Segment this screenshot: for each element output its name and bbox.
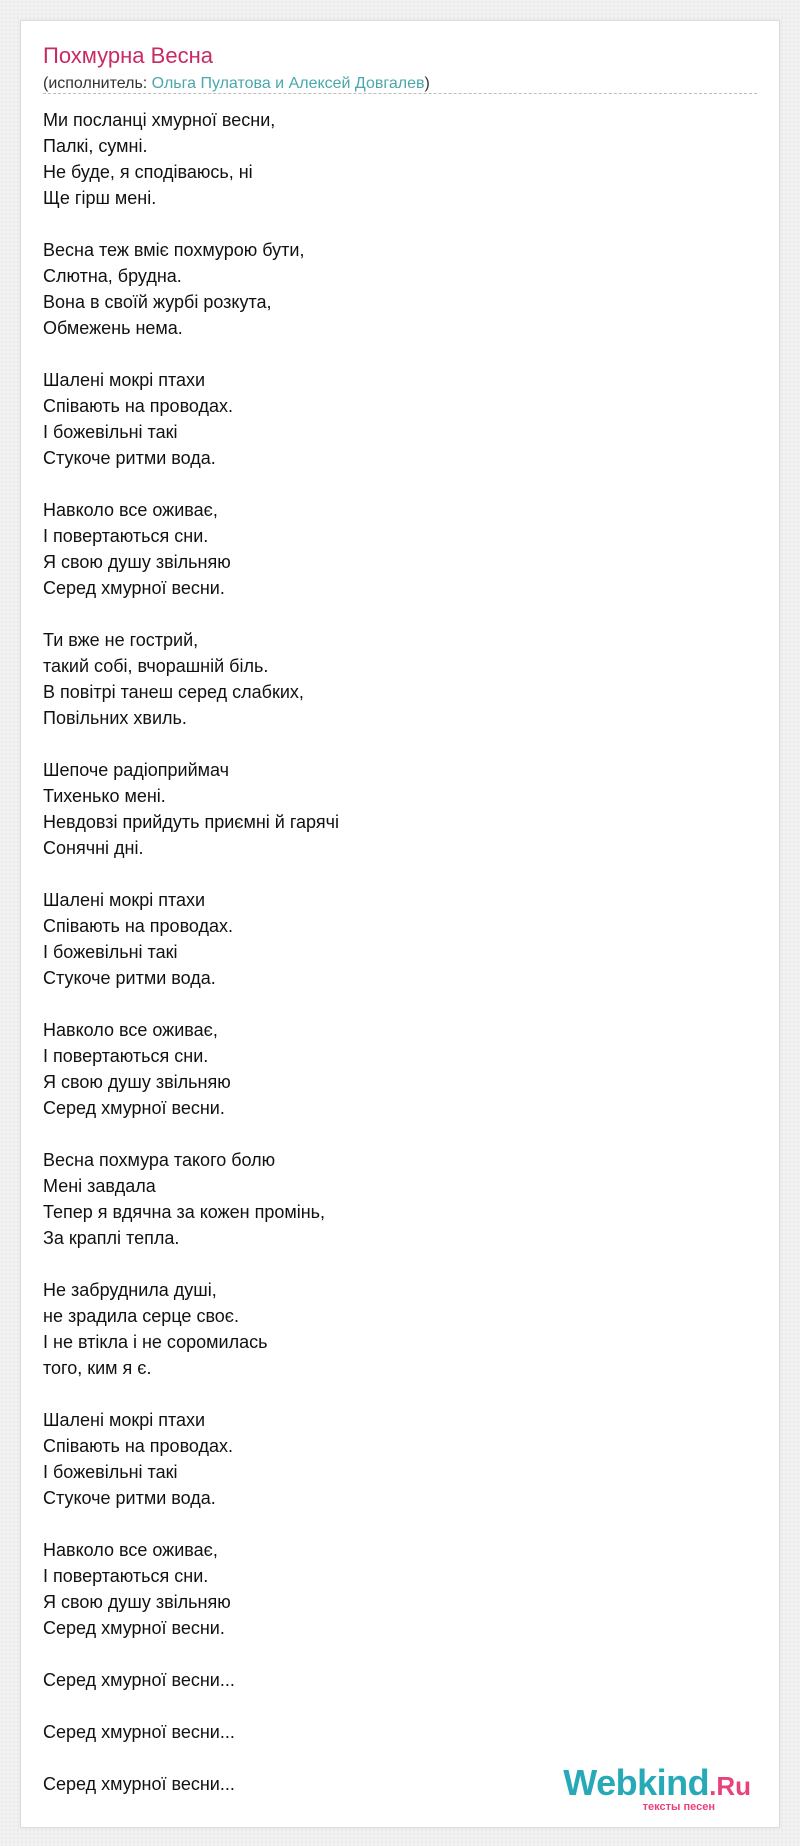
lyric-line: Слютна, брудна. bbox=[43, 266, 182, 286]
lyric-line: Навколо все оживає, bbox=[43, 1020, 218, 1040]
lyric-line: не зрадила серце своє. bbox=[43, 1306, 239, 1326]
lyric-line: Вона в своїй журбі розкута, bbox=[43, 292, 272, 312]
lyric-line: Шалені мокрі птахи bbox=[43, 1410, 206, 1430]
lyrics-stanza bbox=[43, 1719, 743, 1745]
lyrics-stanza bbox=[43, 1147, 743, 1251]
lyrics-stanza bbox=[43, 627, 743, 731]
lyric-line: Навколо все оживає, bbox=[43, 1540, 218, 1560]
lyrics-card bbox=[20, 20, 780, 1828]
lyric-line: Серед хмурної весни. bbox=[43, 1098, 225, 1118]
lyric-line: І божевільні такі bbox=[43, 942, 178, 962]
lyric-line: Не забруднила душі, bbox=[43, 1280, 217, 1300]
lyric-line: Я свою душу звільняю bbox=[43, 1592, 231, 1612]
lyric-line: І божевільні такі bbox=[43, 1462, 178, 1482]
lyric-line: Тихенько мені. bbox=[43, 786, 166, 806]
lyric-line: Я свою душу звільняю bbox=[43, 552, 231, 572]
lyric-line: того, ким я є. bbox=[43, 1358, 152, 1378]
lyric-line: Ти вже не гострий, bbox=[43, 630, 199, 650]
lyric-line: І повертаються сни. bbox=[43, 1046, 209, 1066]
song-title: Похмурна Весна bbox=[43, 43, 213, 68]
lyric-line: Шалені мокрі птахи bbox=[43, 370, 206, 390]
lyrics-stanza bbox=[43, 887, 743, 991]
header-divider bbox=[43, 93, 757, 94]
lyric-line: Не буде, я сподіваюсь, ні bbox=[43, 162, 253, 182]
lyrics-stanza bbox=[43, 107, 743, 211]
lyric-line: Я свою душу звільняю bbox=[43, 1072, 231, 1092]
logo-tagline: тексты песен bbox=[642, 1801, 715, 1813]
lyric-line: Серед хмурної весни... bbox=[43, 1670, 235, 1690]
lyric-line: Стукоче ритми вода. bbox=[43, 448, 216, 468]
lyrics-stanza bbox=[43, 497, 743, 601]
lyrics-stanza bbox=[43, 1277, 743, 1381]
lyric-line: Весна теж вміє похмурою бути, bbox=[43, 240, 305, 260]
lyrics-stanza bbox=[43, 757, 743, 861]
lyric-line: Невдовзі прийдуть приємні й гарячі bbox=[43, 812, 339, 832]
lyric-line: І божевільні такі bbox=[43, 422, 178, 442]
lyric-line: Серед хмурної весни... bbox=[43, 1722, 235, 1742]
lyrics-stanza bbox=[43, 1537, 743, 1641]
performer-prefix: (исполнитель: bbox=[43, 75, 152, 92]
lyric-line: Навколо все оживає, bbox=[43, 500, 218, 520]
performer-line bbox=[43, 74, 430, 93]
lyric-line: Повільних хвиль. bbox=[43, 708, 187, 728]
lyric-line: Обмежень нема. bbox=[43, 318, 183, 338]
lyric-line: Серед хмурної весни. bbox=[43, 578, 225, 598]
lyric-line: Шалені мокрі птахи bbox=[43, 890, 206, 910]
lyric-line: Серед хмурної весни... bbox=[43, 1774, 235, 1794]
lyric-line: І повертаються сни. bbox=[43, 1566, 209, 1586]
lyric-line: Ми посланці хмурної весни, bbox=[43, 110, 276, 130]
lyrics-stanza bbox=[43, 1407, 743, 1511]
lyrics-stanza bbox=[43, 367, 743, 471]
lyrics-stanza bbox=[43, 1017, 743, 1121]
lyric-line: Тепер я вдячна за кожен промінь, bbox=[43, 1202, 326, 1222]
lyric-line: За краплі тепла. bbox=[43, 1228, 180, 1248]
performer-suffix: ) bbox=[424, 75, 430, 92]
webkind-logo[interactable] bbox=[561, 1763, 751, 1815]
lyric-line: Ще гірш мені. bbox=[43, 188, 157, 208]
lyric-line: Сонячні дні. bbox=[43, 838, 144, 858]
lyric-line: Шепоче радіоприймач bbox=[43, 760, 230, 780]
lyric-line: Весна похмура такого болю bbox=[43, 1150, 276, 1170]
lyrics-stanza bbox=[43, 237, 743, 341]
lyrics-body bbox=[43, 107, 743, 1823]
lyric-line: І не втікла і не соромилась bbox=[43, 1332, 268, 1352]
lyric-line: Серед хмурної весни. bbox=[43, 1618, 225, 1638]
logo-tld: .Ru bbox=[709, 1771, 751, 1801]
lyric-line: Стукоче ритми вода. bbox=[43, 1488, 216, 1508]
lyric-line: І повертаються сни. bbox=[43, 526, 209, 546]
lyric-line: Співають на проводах. bbox=[43, 916, 234, 936]
lyric-line: Мені завдала bbox=[43, 1176, 156, 1196]
lyric-line: Співають на проводах. bbox=[43, 396, 234, 416]
lyric-line: такий собі, вчорашній біль. bbox=[43, 656, 269, 676]
lyric-line: Стукоче ритми вода. bbox=[43, 968, 216, 988]
performer-link[interactable]: Ольга Пулатова и Алексей Довгалев bbox=[151, 75, 425, 92]
lyric-line: В повітрі танеш серед слабких, bbox=[43, 682, 304, 702]
logo-name: Webkind bbox=[563, 1762, 710, 1803]
lyric-line: Співають на проводах. bbox=[43, 1436, 234, 1456]
lyrics-stanza bbox=[43, 1667, 743, 1693]
logo-wordmark bbox=[563, 1763, 751, 1806]
lyric-line: Палкі, сумні. bbox=[43, 136, 148, 156]
